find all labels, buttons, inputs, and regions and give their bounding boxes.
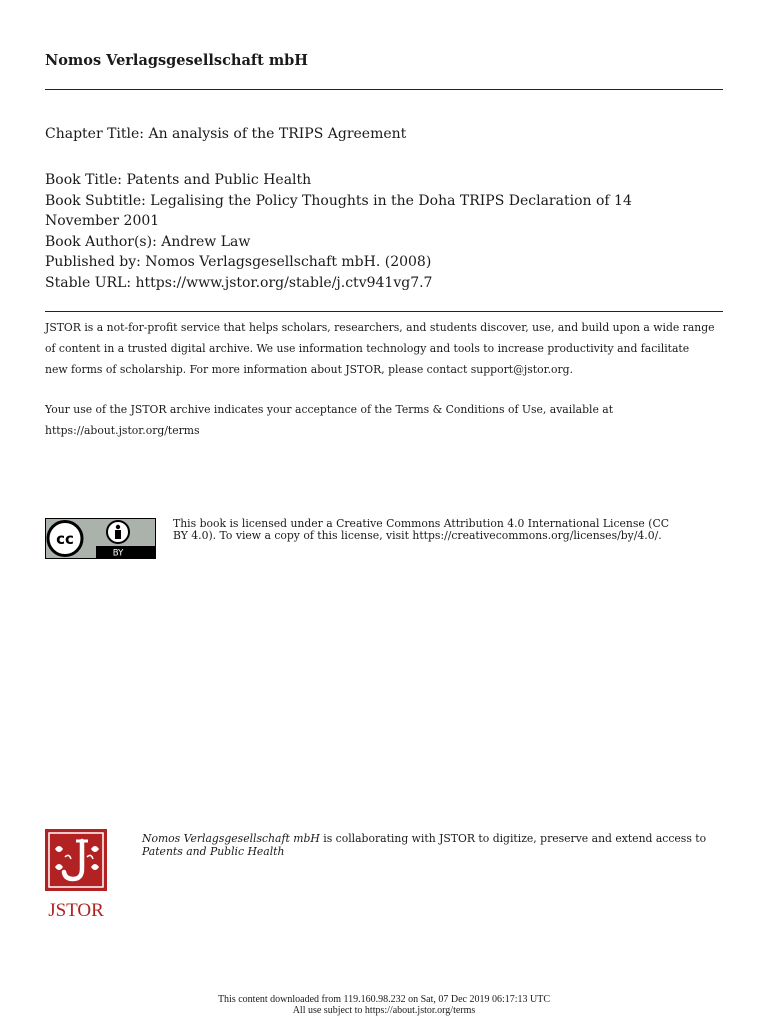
license-text: This book is licensed under a Creative Commons Attribution 4.0 International License (CC BY 4.0). To view a copy of this license, visit https://creativecommons.org/licenses/by/4.0/. [173,517,669,542]
cc-badge-text: cc [56,530,74,548]
collab-middle-text: is collaborating with JSTOR to digitize, preserve and extend access to [319,832,707,845]
book-authors: Book Author(s): Andrew Law [45,233,251,250]
footer-download-line: This content downloaded from 119.160.98.232 on Sat, 07 Dec 2019 06:17:13 UTC [217,994,551,1005]
book-subtitle: Book Subtitle: Legalising the Policy Thoughts in the Doha TRIPS Declaration of 14 November 2001 [45,192,632,229]
published-by: Published by: Nomos Verlagsgesellschaft mbH. (2008) [45,254,432,270]
terms-paragraph: Your use of the JSTOR archive indicates your acceptance of the Terms & Conditions of Use, available at https://about.jstor.org/terms [45,403,614,437]
collaboration-notice [142,833,712,858]
middle-divider [45,311,723,312]
cc-by-license-badge[interactable] [45,518,156,559]
book-title: Book Title: Patents and Public Health [45,172,312,188]
publisher-name: Nomos Verlagsgesellschaft mbH [45,52,309,69]
jstor-logo-text: JSTOR [48,900,104,921]
jstor-logo-icon [45,829,107,921]
footer-terms-line: All use subject to https://about.jstor.org/terms [292,1005,476,1016]
stable-url[interactable]: Stable URL: https://www.jstor.org/stable/j.ctv941vg7.7 [45,274,433,291]
collab-book-title: Patents and Public Health [142,844,285,858]
download-footer [0,994,768,1016]
chapter-title: Chapter Title: An analysis of the TRIPS Agreement [45,126,407,142]
by-badge-text: BY [112,548,124,558]
jstor-about-paragraph: JSTOR is a not-for-profit service that helps scholars, researchers, and students discover, use, and build upon a wide range of content in a trusted digital archive. We use information technology and tools to increase productivity and facilitate new forms of scholarship. For more information about JSTOR, please contact support@jstor.org. [45,321,715,376]
cc-by-icon [46,519,155,558]
collab-publisher: Nomos Verlagsgesellschaft mbH [142,832,320,845]
top-divider [45,89,723,90]
